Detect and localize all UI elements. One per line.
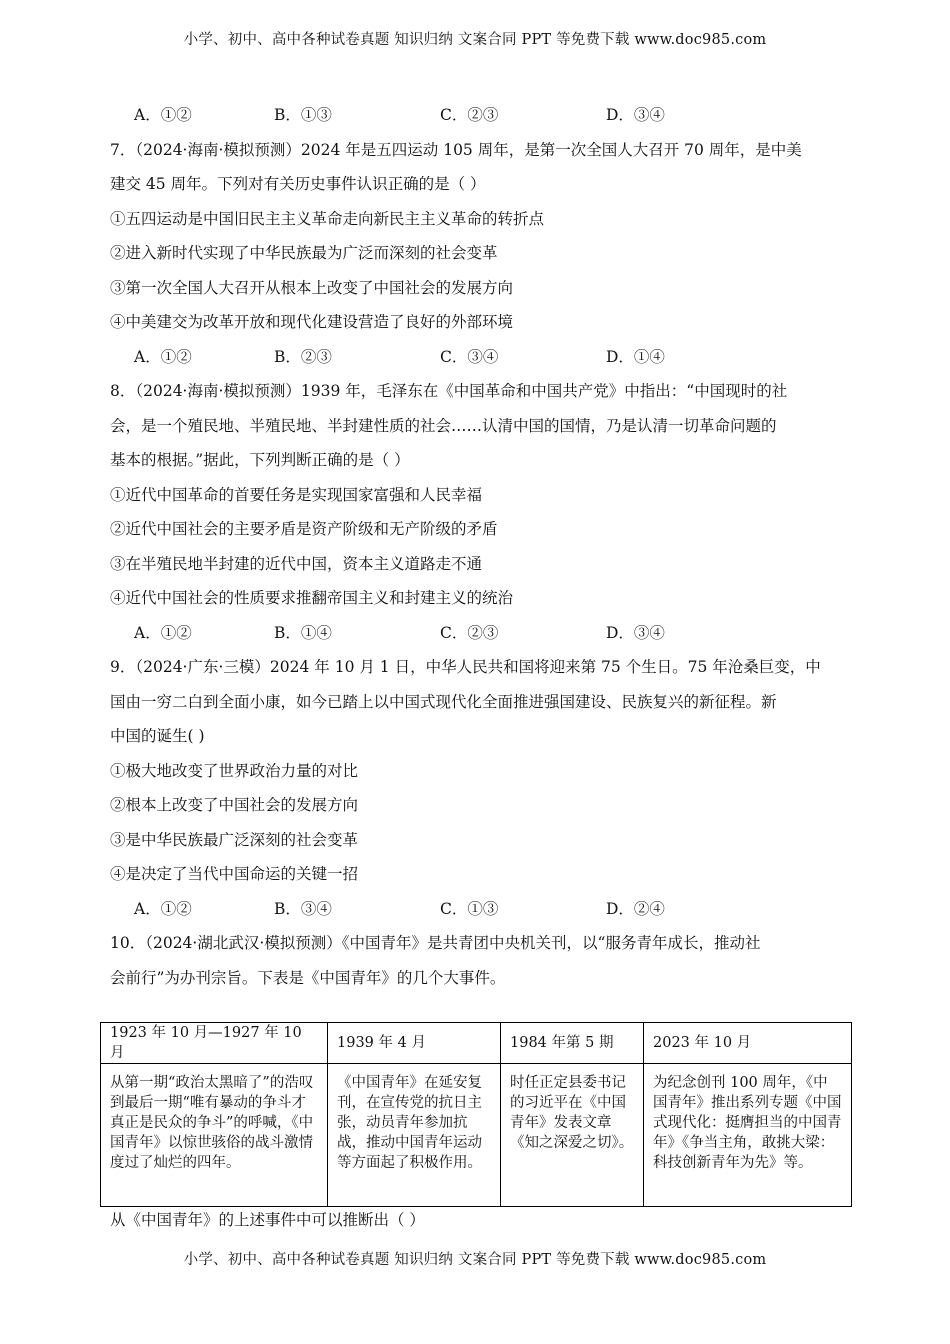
q9-stem-line-3: 中国的诞生( ) — [110, 727, 205, 745]
q7-stem-line-2: 建交 45 周年。下列对有关历史事件认识正确的是（ ） — [110, 175, 486, 193]
q8-option-a: A．①② — [134, 623, 192, 642]
q9-options — [110, 892, 850, 927]
q10-stem-line-1: 10．（2024·湖北武汉·模拟预测）《中国青年》是共青团中央机关刊，以“服务青年成长，推动社 — [110, 934, 761, 952]
table-header-cell: 1984 年第 5 期 — [501, 1023, 644, 1064]
page-header: 小学、初中、高中各种试卷真题 知识归纳 文案合同 PPT 等免费下载 www.doc985.com — [183, 32, 767, 48]
q7-item-1: ①五四运动是中国旧民主主义革命走向新民主主义革命的转折点 — [110, 209, 545, 228]
q8-item-3: ③在半殖民地半封建的近代中国，资本主义道路走不通 — [110, 554, 483, 573]
page-footer: 小学、初中、高中各种试卷真题 知识归纳 文案合同 PPT 等免费下载 www.doc985.com — [183, 1252, 767, 1268]
table-header-row — [101, 1023, 852, 1064]
q7-option-d: D．①④ — [606, 347, 665, 366]
q8-item-2: ②近代中国社会的主要矛盾是资产阶级和无产阶级的矛盾 — [110, 520, 498, 538]
q10-stem-line-2: 会前行”为办刊宗旨。下表是《中国青年》的几个大事件。 — [110, 968, 506, 987]
q9-option-c: C．①③ — [440, 899, 499, 918]
q8-options — [110, 616, 850, 651]
q7-options — [110, 340, 850, 375]
q7-stem-line-1: 7．（2024·海南·模拟预测）2024 年是五四运动 105 周年，是第一次全国人大召开 70 周年，是中美 — [110, 140, 802, 159]
q7-option-c: C．③④ — [440, 347, 499, 366]
q7-option-b: B．②③ — [274, 347, 332, 366]
q10-question-line: 从《中国青年》的上述事件中可以推断出（ ） — [110, 1211, 425, 1229]
q9-item-4: ④是决定了当代中国命运的关键一招 — [110, 865, 359, 883]
q8-option-b: B．①④ — [274, 623, 332, 642]
q8-item-4: ④近代中国社会的性质要求推翻帝国主义和封建主义的统治 — [110, 589, 514, 607]
q6-options — [110, 98, 850, 133]
q6-option-c: C．②③ — [440, 106, 499, 124]
q9-stem-line-1: 9．（2024·广东·三模）2024 年 10 月 1 日，中华人民共和国将迎来第 75 个生日。75 年沧桑巨变，中 — [110, 658, 821, 676]
q6-option-d: D．③④ — [606, 106, 665, 124]
q9-option-a: A．①② — [134, 899, 192, 918]
q9-option-b: B．③④ — [274, 899, 332, 918]
table-header-cell: 1923 年 10 月—1927 年 10 月 — [101, 1023, 328, 1064]
q9-option-d: D．②④ — [606, 899, 665, 918]
q9-item-2: ②根本上改变了中国社会的发展方向 — [110, 796, 359, 814]
table-header-cell: 1939 年 4 月 — [328, 1023, 501, 1064]
table-cell: 从第一期“政治太黑暗了”的浩叹到最后一期“唯有暴动的争斗才真正是民众的争斗”的呼喊，《中国青年》以惊世骇俗的战斗激情度过了灿烂的四年。 — [101, 1064, 328, 1207]
table-row — [101, 1064, 852, 1207]
q9-item-1: ①极大地改变了世界政治力量的对比 — [110, 761, 359, 780]
table-cell: 为纪念创刊 100 周年，《中国青年》推出系列专题《中国式现代化：挺膺担当的中国青年》《争当主角，敢挑大梁：科技创新青年为先》等。 — [644, 1064, 852, 1207]
q7-item-3: ③第一次全国人大召开从根本上改变了中国社会的发展方向 — [110, 278, 514, 297]
table-header-cell: 2023 年 10 月 — [644, 1023, 852, 1064]
q8-stem-line-1: 8．（2024·海南·模拟预测）1939 年，毛泽东在《中国革命和中国共产党》中指出：“中国现时的社 — [110, 382, 788, 400]
q9-stem-line-2: 国由一穷二白到全面小康，如今已踏上以中国式现代化全面推进强国建设、民族复兴的新征程。新 — [110, 692, 777, 711]
q8-stem-line-3: 基本的根据。”据此，下列判断正确的是（ ） — [110, 451, 410, 469]
q6-option-a: A．①② — [134, 106, 192, 124]
q7-option-a: A．①② — [134, 347, 192, 366]
q9-item-3: ③是中华民族最广泛深刻的社会变革 — [110, 830, 359, 849]
question-content — [110, 98, 850, 995]
q6-option-b: B．①③ — [274, 106, 332, 124]
q8-option-c: C．②③ — [440, 623, 499, 642]
table-cell: 《中国青年》在延安复刊，在宣传党的抗日主张，动员青年参加抗战，推动中国青年运动等方面起了积极作用。 — [328, 1064, 501, 1207]
q10-events-table — [100, 1022, 852, 1207]
q7-item-4: ④中美建交为改革开放和现代化建设营造了良好的外部环境 — [110, 313, 514, 331]
q7-item-2: ②进入新时代实现了中华民族最为广泛而深刻的社会变革 — [110, 244, 498, 262]
q8-stem-line-2: 会，是一个殖民地、半殖民地、半封建性质的社会……认清中国的国情，乃是认清一切革命问题的 — [110, 416, 777, 435]
table-cell: 时任正定县委书记的习近平在《中国青年》发表文章《知之深爱之切》。 — [501, 1064, 644, 1207]
q8-option-d: D．③④ — [606, 623, 665, 642]
q8-item-1: ①近代中国革命的首要任务是实现国家富强和人民幸福 — [110, 485, 483, 504]
